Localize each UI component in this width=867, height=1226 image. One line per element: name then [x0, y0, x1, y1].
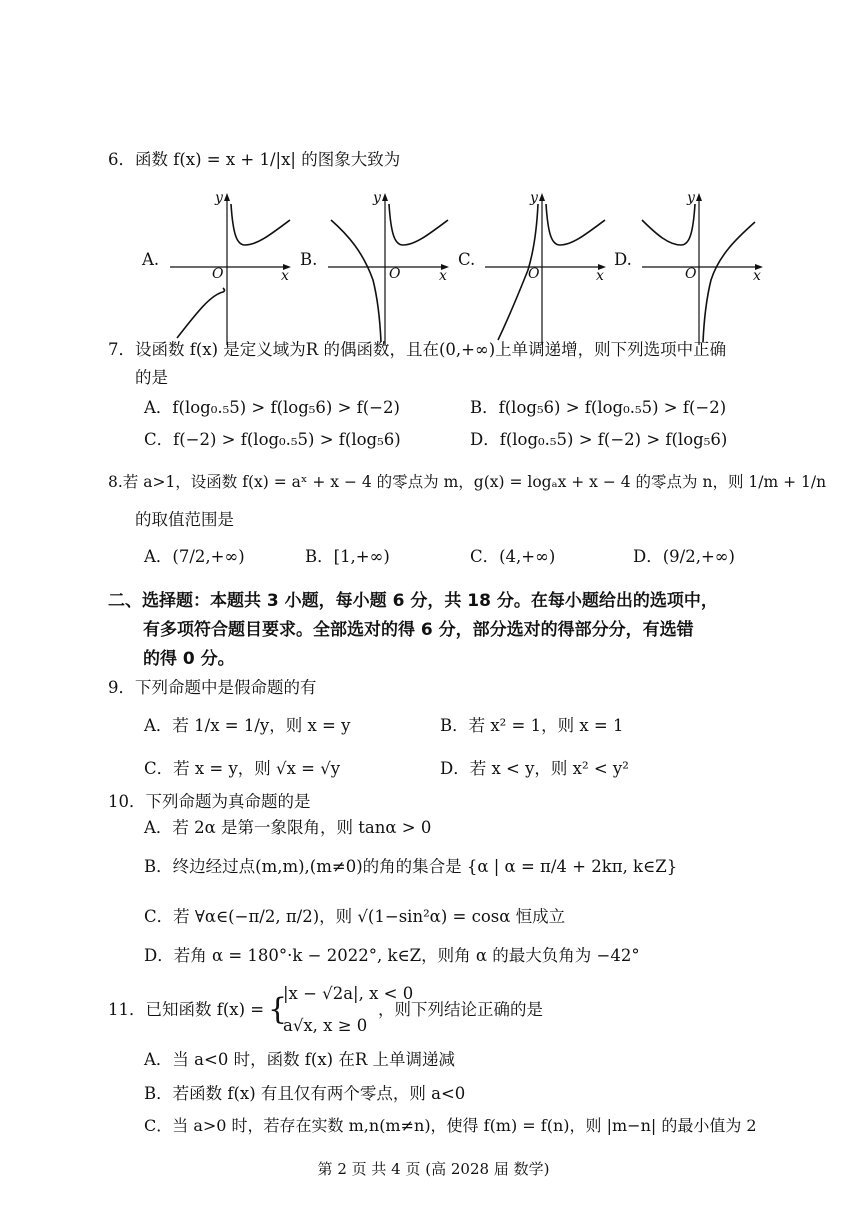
q9-option-b: B．若 x² = 1，则 x = 1: [440, 716, 624, 735]
q7-stem-line1: 7．设函数 f(x) 是定义域为R 的偶函数，且在(0,+∞)上单调递增，则下列选项中正确: [108, 340, 727, 359]
q10-option-b: B．终边经过点(m,m),(m≠0)的角的集合是 {α | α = π/4 + 2kπ, k∈Z}: [144, 857, 678, 876]
q11-piecewise-case2: a√x, x ≥ 0: [283, 1016, 368, 1035]
q6-graph-d: [637, 190, 767, 350]
q10-option-d: D．若角 α = 180°·k − 2022°, k∈Z，则角 α 的最大负角为 −42°: [144, 946, 640, 965]
origin-label: O: [212, 266, 224, 282]
q8-option-d: D．(9/2,+∞): [633, 547, 735, 566]
axis-x-label: x: [753, 268, 761, 284]
q6-option-b-label: B.: [300, 250, 318, 269]
q7-option-d: D．f(log₀.₅5) > f(−2) > f(log₅6): [470, 430, 728, 449]
q11-stem-suffix: ，则下列结论正确的是: [378, 1000, 543, 1019]
q11-option-b: B．若函数 f(x) 有且仅有两个零点，则 a<0: [144, 1084, 466, 1103]
q7-option-b: B．f(log₅6) > f(log₀.₅5) > f(−2): [470, 398, 727, 417]
q11-piecewise-case1: |x − √2a|, x < 0: [283, 984, 414, 1003]
q9-option-a: A．若 1/x = 1/y，则 x = y: [144, 716, 351, 735]
q9-option-d: D．若 x < y，则 x² < y²: [440, 759, 629, 778]
q9-option-c: C．若 x = y，则 √x = √y: [144, 759, 341, 778]
q8-stem-line2: 的取值范围是: [135, 510, 234, 529]
origin-label: O: [389, 266, 401, 282]
axis-y-label: y: [373, 190, 381, 206]
axis-y-label: y: [530, 190, 538, 206]
section-2-header-line1: 二、选择题：本题共 3 小题，每小题 6 分，共 18 分。在每小题给出的选项中，: [108, 591, 718, 611]
q6-graph-a: [165, 190, 295, 350]
origin-label: O: [528, 266, 540, 282]
q11-option-a: A．当 a<0 时，函数 f(x) 在R 上单调递减: [144, 1050, 456, 1069]
axis-x-label: x: [596, 268, 604, 284]
axis-y-label: y: [687, 190, 695, 206]
axis-x-label: x: [281, 268, 289, 284]
q11-stem-prefix: 11．已知函数 f(x) =: [108, 1000, 265, 1019]
q10-stem: 10．下列命题为真命题的是: [108, 792, 311, 811]
axis-y-label: y: [215, 190, 223, 206]
q10-option-c: C．若 ∀α∈(−π/2, π/2)，则 √(1−sin²α) = cosα 恒成立: [144, 907, 566, 926]
q11-option-c: C．当 a>0 时，若存在实数 m,n(m≠n)，使得 f(m) = f(n)，则 |m−n| 的最小值为 2: [144, 1116, 757, 1135]
axis-x-label: x: [439, 268, 447, 284]
q6-option-a-label: A.: [142, 250, 160, 269]
section-2-header-line3: 的得 0 分。: [143, 649, 235, 669]
q8-option-b: B．[1,+∞): [305, 547, 390, 566]
q11-piecewise-brace: {: [268, 992, 288, 1027]
q7-stem-line2: 的是: [135, 368, 168, 387]
q6-graph-b: [323, 190, 453, 350]
q6-option-c-label: C.: [458, 250, 476, 269]
page-footer: 第 2 页 共 4 页 (高 2028 届 数学): [317, 1160, 550, 1178]
q7-option-a: A．f(log₀.₅5) > f(log₅6) > f(−2): [144, 398, 400, 417]
q8-option-a: A．(7/2,+∞): [144, 547, 245, 566]
origin-label: O: [685, 266, 697, 282]
q8-option-c: C．(4,+∞): [470, 547, 556, 566]
section-2-header-line2: 有多项符合题目要求。全部选对的得 6 分，部分选对的得部分分，有选错: [143, 620, 694, 640]
q10-option-a: A．若 2α 是第一象限角，则 tanα > 0: [144, 818, 432, 837]
q7-option-c: C．f(−2) > f(log₀.₅5) > f(log₅6): [144, 430, 401, 449]
q6-stem: 6．函数 f(x) = x + 1/|x| 的图象大致为: [108, 150, 401, 169]
q8-stem-line1: 8.若 a>1，设函数 f(x) = aˣ + x − 4 的零点为 m，g(x) = logₐx + x − 4 的零点为 n，则 1/m + 1/n: [108, 473, 827, 491]
q6-graph-c: [480, 190, 610, 350]
q9-stem: 9．下列命题中是假命题的有: [108, 678, 317, 697]
q6-option-d-label: D.: [614, 250, 632, 269]
